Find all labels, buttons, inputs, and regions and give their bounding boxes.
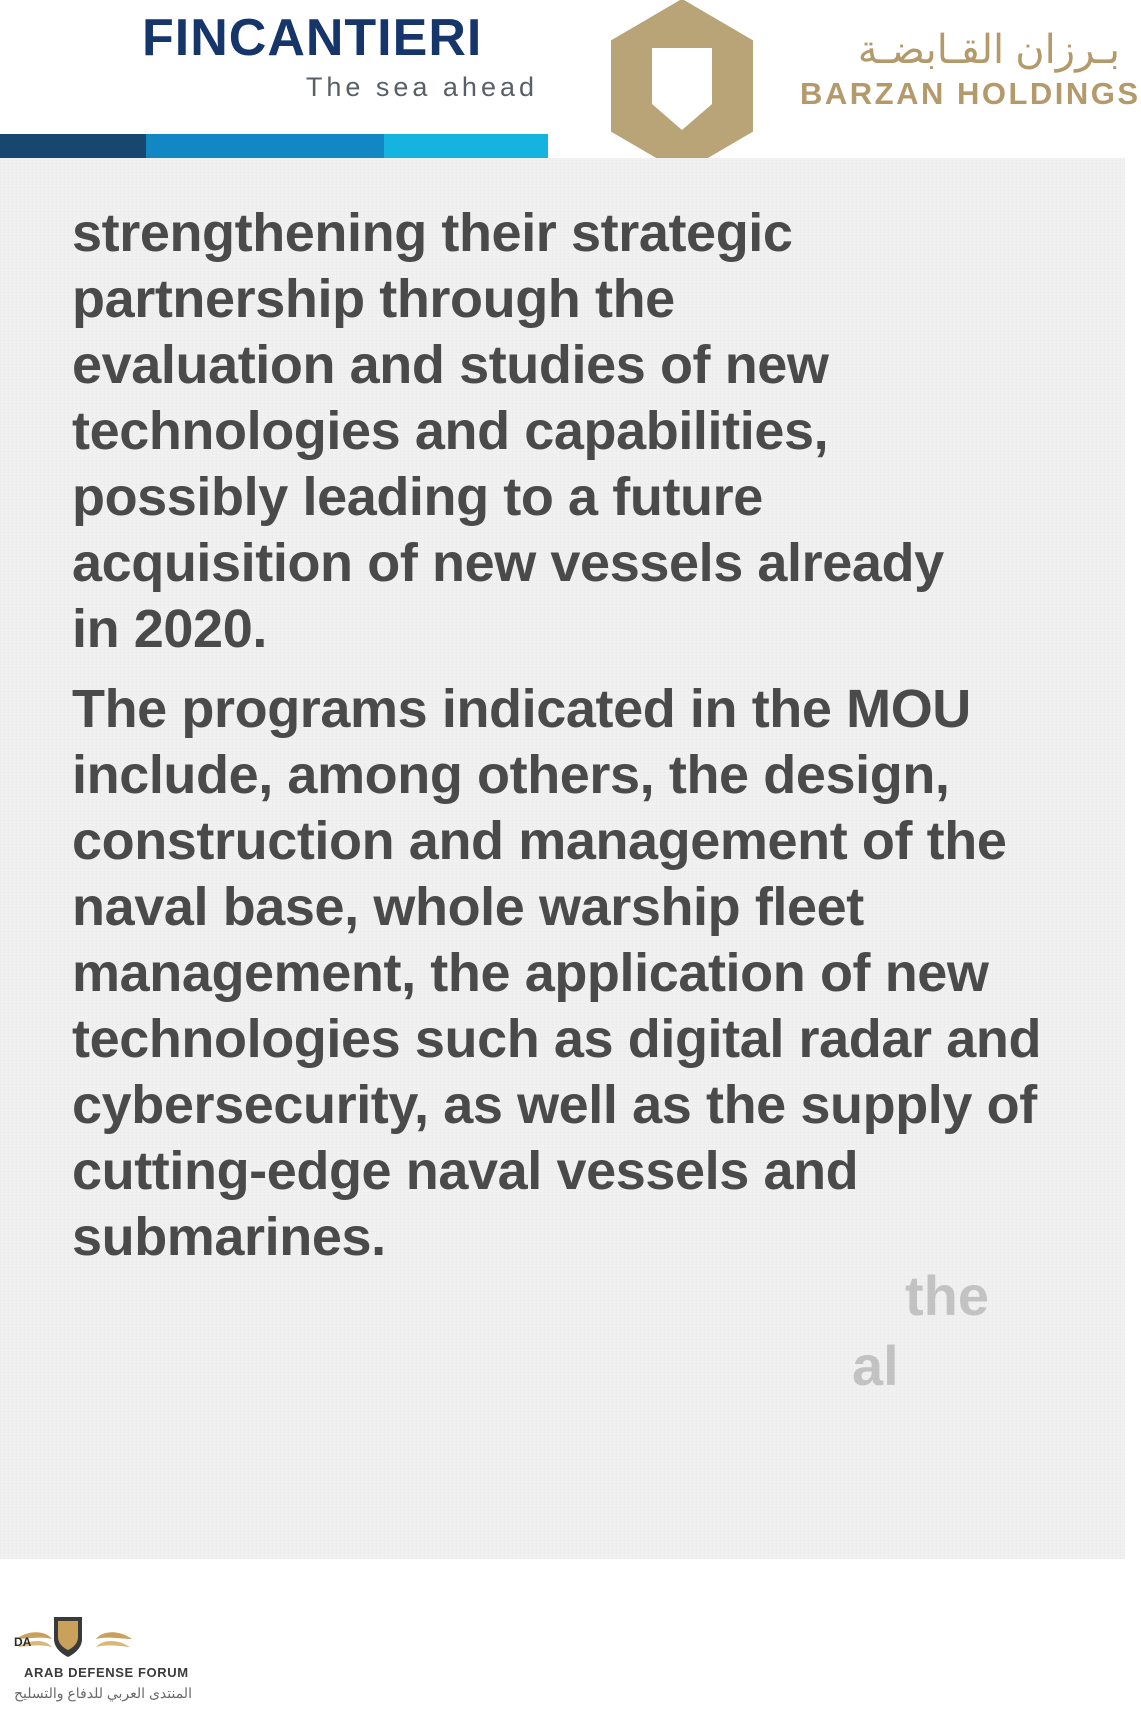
fincantieri-logo xyxy=(142,8,542,103)
eagle-shield-icon xyxy=(14,1613,134,1669)
article-body xyxy=(0,158,1125,1701)
overlay-text-fragment: the xyxy=(905,1264,989,1327)
article-text-block xyxy=(72,200,1062,1284)
overlay-text-fragment: al xyxy=(852,1334,899,1397)
paragraph: strengthening their strategic partnership through the evaluation and studies of new technologies and capabilities, possibly leading to a future acquisition of new vessels already in 2020. xyxy=(72,203,944,659)
document-header xyxy=(0,0,1141,168)
barzan-logo-text xyxy=(800,26,1141,114)
forum-watermark xyxy=(8,1613,268,1713)
watermark-name-arabic: المنتدى العربي للدفاع والتسليح xyxy=(14,1685,192,1701)
watermark-name-english: ARAB DEFENSE FORUM xyxy=(24,1665,189,1680)
barzan-name-arabic: بـرزان القـابضـة xyxy=(857,28,1120,72)
fincantieri-wordmark: FINCANTIERI xyxy=(142,9,483,67)
barzan-name-english: BARZAN HOLDINGS xyxy=(800,76,1141,111)
paragraph: The programs indicated in the MOU include, among others, the design, construction and management of the naval base, whole warship fleet management, the application of new technologies such as digital radar and cybersecurity, as well as the supply of cutting-edge naval vessels and submarines. xyxy=(72,679,1042,1267)
barzan-hexagon-icon xyxy=(592,0,772,176)
fincantieri-tagline: The sea ahead xyxy=(305,72,538,102)
watermark-badge: DA xyxy=(14,1635,32,1649)
